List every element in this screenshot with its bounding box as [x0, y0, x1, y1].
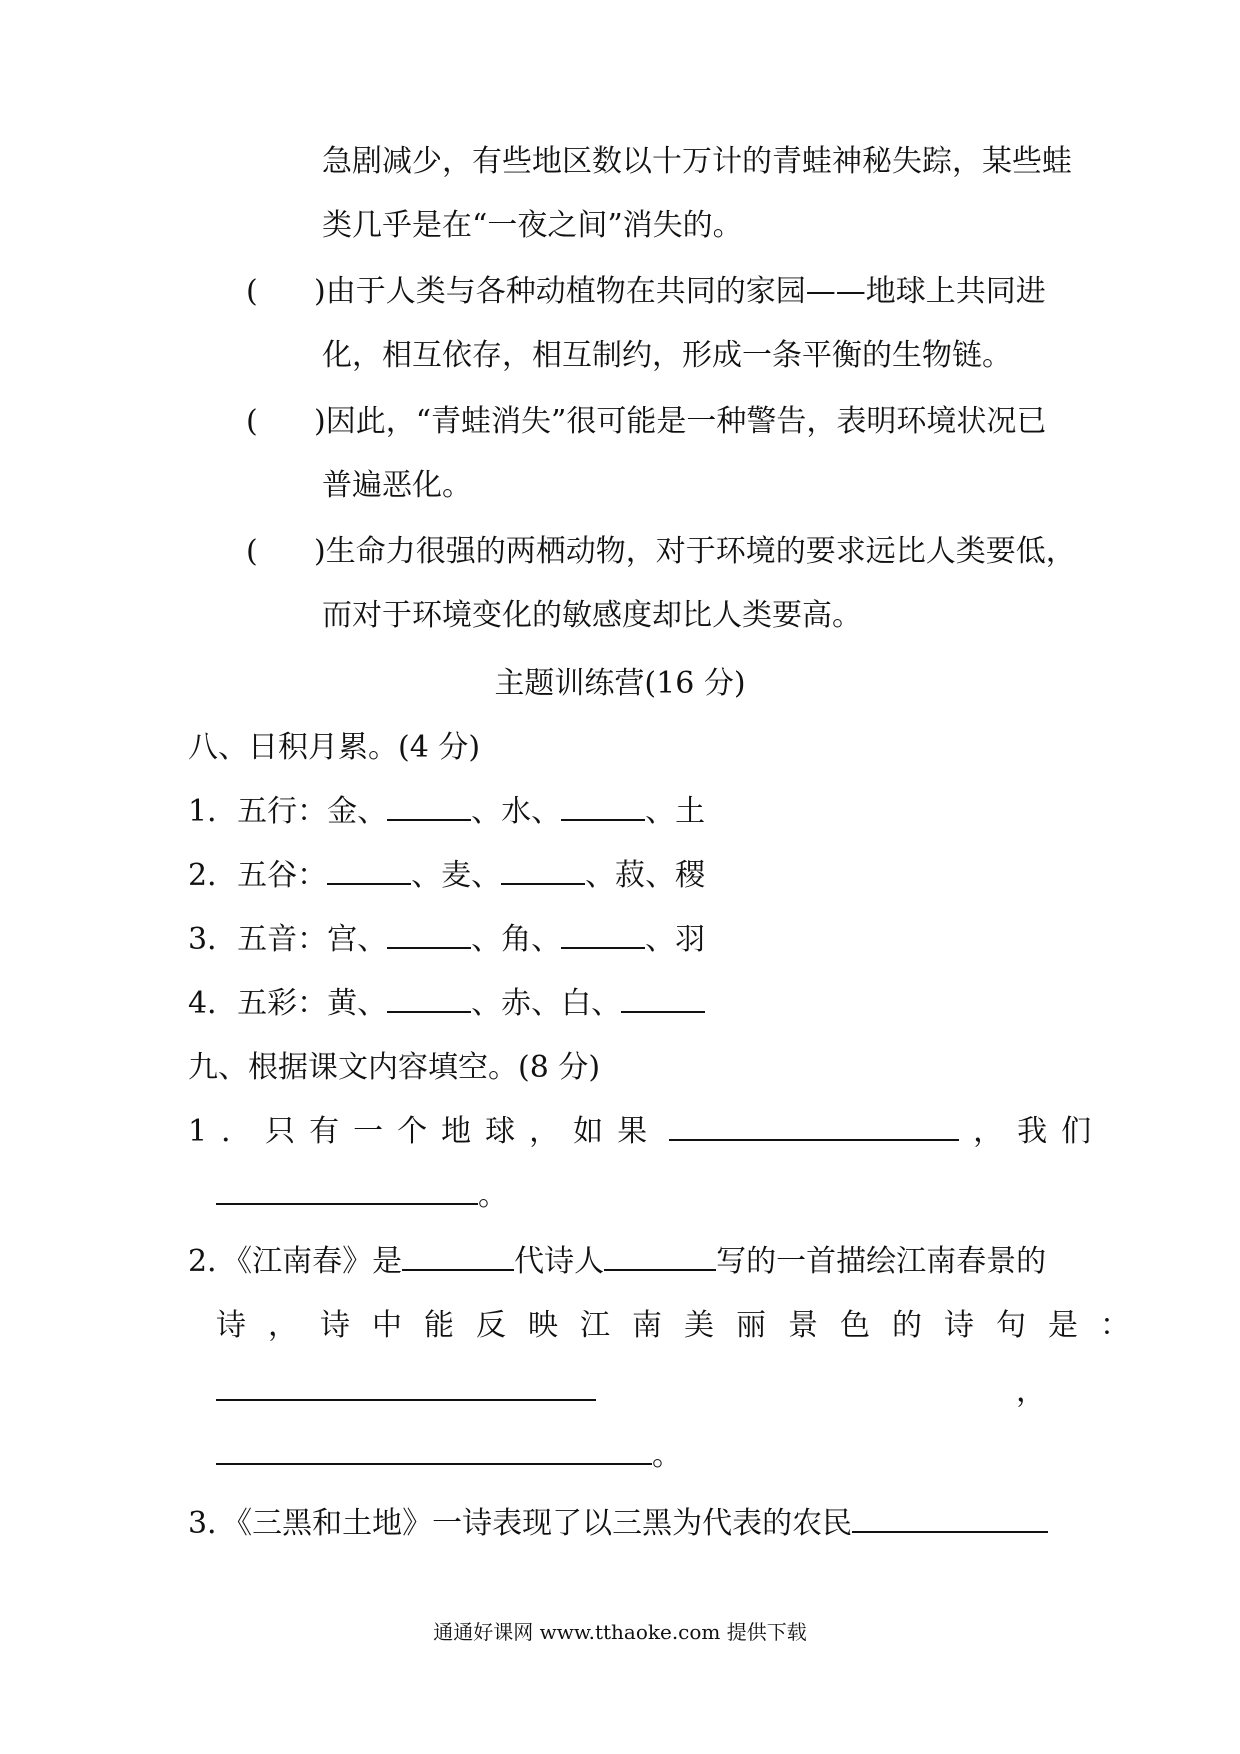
q8-blank-4a[interactable] — [387, 987, 471, 1013]
order-item-3-line-2: 而对于环境变化的敏感度却比人类要高。 — [322, 598, 862, 633]
passage-line-2: 类几乎是在“一夜之间”消失的。 — [322, 208, 743, 243]
q9-item-2-line-2: 诗，诗中能反映江南美丽景色的诗句是： — [216, 1308, 1152, 1343]
q8-item-2: 2．五谷： 、麦、 、菽、稷 — [188, 858, 706, 893]
order-paren-1[interactable]: ( — [246, 274, 258, 309]
q9-item-2-line-1: 2．《江南春》是 代诗人 写的一首描绘江南春景的 — [188, 1244, 1047, 1279]
q8-blank-1b[interactable] — [561, 795, 645, 821]
q9-item-1-line-2: 。 — [216, 1176, 508, 1216]
q9-blank-3a[interactable] — [852, 1507, 1048, 1533]
q9-item-3-line-1: 3．《三黑和土地》一诗表现了以三黑为代表的农民 — [188, 1504, 1048, 1544]
q9-blank-1b[interactable] — [216, 1179, 478, 1205]
q8-item-1: 1．五行：金、 、水、 、土 — [188, 794, 706, 829]
q9-blank-2a[interactable] — [402, 1245, 514, 1271]
order-item-2-line-2: 普遍恶化。 — [322, 468, 472, 503]
q8-blank-4b[interactable] — [621, 987, 705, 1013]
q9-item-2-line-3: ， — [216, 1372, 1046, 1412]
order-item-2-line-1: )因此，“青蛙消失”很可能是一种警告，表明环境状况已 — [314, 404, 1047, 439]
q8-blank-3b[interactable] — [561, 923, 645, 949]
q8-item-4: 4．五彩：黄、 、赤、白、 — [188, 984, 705, 1024]
order-paren-3[interactable]: ( — [246, 534, 258, 569]
q9-blank-2d[interactable] — [216, 1439, 652, 1465]
q9-heading: 九、根据课文内容填空。(8 分) — [188, 1050, 601, 1085]
q8-blank-2a[interactable] — [327, 859, 411, 885]
q8-blank-1a[interactable] — [387, 795, 471, 821]
q8-heading: 八、日积月累。(4 分) — [188, 730, 481, 765]
q8-blank-2b[interactable] — [501, 859, 585, 885]
q9-blank-2c[interactable] — [216, 1375, 596, 1401]
order-item-1-line-1: )由于人类与各种动植物在共同的家园——地球上共同进 — [314, 274, 1046, 309]
section-title: 主题训练营(16 分) — [494, 666, 746, 701]
q9-item-1-line-1: 1．只有一个地球，如果 ，我们 — [188, 1114, 1106, 1149]
order-item-1-line-2: 化，相互依存，相互制约，形成一条平衡的生物链。 — [322, 338, 1012, 373]
order-item-3-line-1: )生命力很强的两栖动物，对于环境的要求远比人类要低， — [314, 534, 1076, 569]
q8-blank-3a[interactable] — [387, 923, 471, 949]
q9-blank-1a[interactable] — [669, 1115, 959, 1141]
order-paren-2[interactable]: ( — [246, 404, 258, 439]
q9-item-2-line-4: 。 — [216, 1436, 682, 1476]
q9-blank-2b[interactable] — [604, 1245, 716, 1271]
page-footer: 通通好课网 www.tthaoke.com 提供下载 — [433, 1620, 807, 1644]
q8-item-3: 3．五音：宫、 、角、 、羽 — [188, 922, 706, 957]
passage-line-1: 急剧减少，有些地区数以十万计的青蛙神秘失踪，某些蛙 — [322, 144, 1072, 179]
